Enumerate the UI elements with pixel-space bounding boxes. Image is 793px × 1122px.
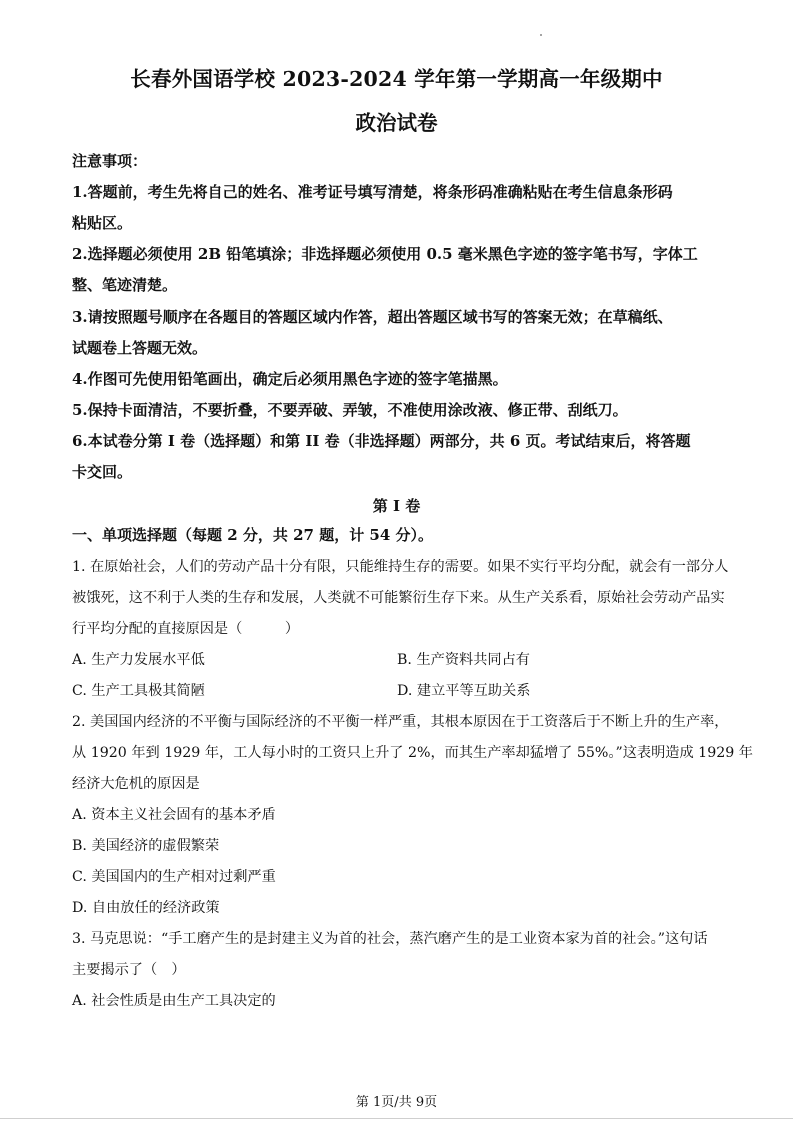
- part-heading: 一、单项选择题（每题 2 分，共 27 题，计 54 分）。: [72, 526, 434, 544]
- exam-title: 长春外国语学校 2023-2024 学年第一学期高一年级期中: [130, 67, 663, 91]
- note-line: 6.本试卷分第 I 卷（选择题）和第 II 卷（非选择题）两部分，共 6 页。考试结束后，将答题: [72, 432, 691, 450]
- footer-divider: [0, 1118, 793, 1119]
- q2-stem-line: 2. 美国国内经济的不平衡与国际经济的不平衡一样严重，其根本原因在于工资落后于不断上升的生产率，: [72, 714, 729, 730]
- exam-subtitle: 政治试卷: [355, 111, 438, 135]
- q3-stem-line: 3. 马克思说：“手工磨产生的是封建主义为首的社会，蒸汽磨产生的是工业资本家为首的社会。”这句话: [72, 931, 708, 947]
- note-line: 卡交回。: [72, 463, 133, 481]
- q1-stem-line: 1. 在原始社会，人们的劳动产品十分有限，只能维持生存的需要。如果不实行平均分配，就会有一部分人: [72, 559, 729, 575]
- q3-stem-line: 主要揭示了（ ）: [72, 962, 186, 978]
- section-title: 第 I 卷: [372, 497, 421, 515]
- note-line: 4.作图可先使用铅笔画出，确定后必须用黑色字迹的签字笔描黑。: [72, 370, 508, 388]
- q1-option-b: B. 生产资料共同占有: [397, 652, 530, 668]
- note-line: 1.答题前，考生先将自己的姓名、准考证号填写清楚，将条形码准确粘贴在考生信息条形码: [72, 183, 673, 201]
- page-number: 第 1页/共 9页: [355, 1095, 438, 1110]
- notes-heading: 注意事项：: [72, 152, 148, 170]
- note-line: 5.保持卡面清洁，不要折叠，不要弄破、弄皱，不准使用涂改液、修正带、刮纸刀。: [72, 401, 628, 419]
- q1-option-d: D. 建立平等互助关系: [397, 683, 531, 699]
- q2-option-c: C. 美国国内的生产相对过剩严重: [72, 869, 276, 885]
- q2-option-d: D. 自由放任的经济政策: [72, 900, 220, 916]
- q1-stem-line: 行平均分配的直接原因是（ ）: [72, 621, 300, 637]
- q1-option-c: C. 生产工具极其简陋: [72, 683, 205, 699]
- q2-stem-line: 经济大危机的原因是: [72, 776, 200, 792]
- q1-option-a: A. 生产力发展水平低: [72, 652, 205, 668]
- note-line: 3.请按照题号顺序在各题目的答题区域内作答，超出答题区域书写的答案无效；在草稿纸、: [72, 308, 673, 326]
- q1-stem-line: 被饿死，这不利于人类的生存和发展，人类就不可能繁衍生存下来。从生产关系看，原始社会劳动产品实: [72, 590, 725, 606]
- note-line: 粘贴区。: [72, 214, 133, 232]
- q2-option-a: A. 资本主义社会固有的基本矛盾: [72, 807, 276, 823]
- q2-stem-line: 从 1920 年到 1929 年，工人每小时的工资只上升了 2%，而其生产率却猛增了 55%。”这表明造成 1929 年: [72, 745, 753, 761]
- q2-option-b: B. 美国经济的虚假繁荣: [72, 838, 220, 854]
- scan-dot: [540, 34, 542, 36]
- note-line: 整、笔迹清楚。: [72, 276, 178, 294]
- note-line: 试题卷上答题无效。: [72, 339, 208, 357]
- q3-option-a: A. 社会性质是由生产工具决定的: [72, 993, 276, 1009]
- note-line: 2.选择题必须使用 2B 铅笔填涂；非选择题必须使用 0.5 毫米黑色字迹的签字笔书写，字体工: [72, 245, 698, 263]
